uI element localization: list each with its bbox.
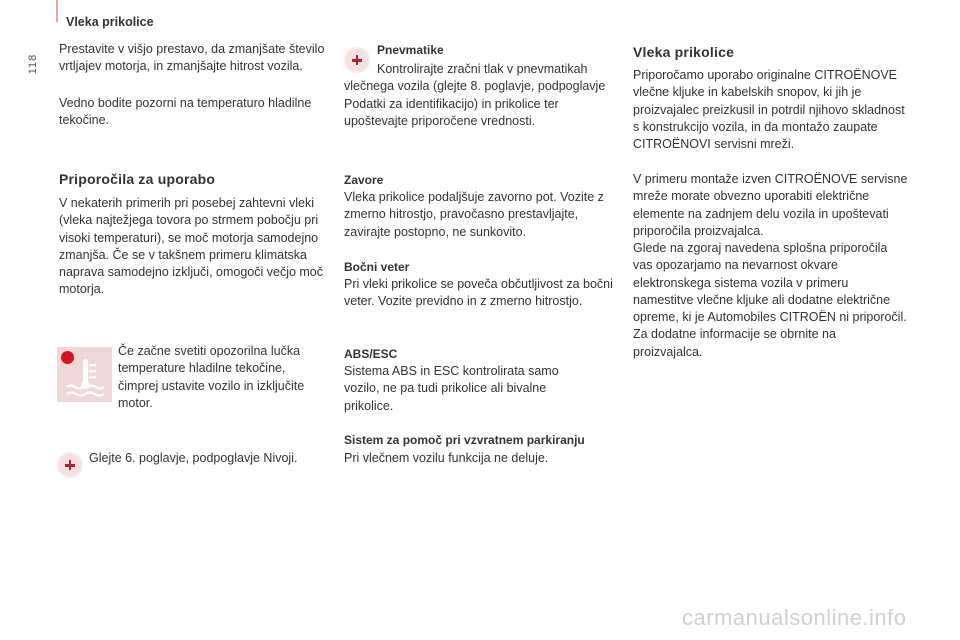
right-paragraph-3: Glede na zgoraj navedena splošna priporočila vas opozarjamo na nevarnost okvare elektronskega sistema vozila v primeru namestitve vlečne kljuke ali dodatne električne opreme, ki je Automobiles CITROËN ni priporočil. Za dodatne informacije se obrnite na proizvajalca. [633,241,907,359]
coolant-temperature-icon [63,355,107,399]
parking-text: Pri vlečnem vozilu funkcija ne deluje. [344,451,549,465]
section-header: Vleka prikolice [66,15,154,29]
coolant-warning-text: Če začne svetiti opozorilna lučka temperature hladilne tekočine, čimprej ustavite vozilo in izključite motor. [118,344,305,410]
info-note-text: Glejte 6. poglavje, podpoglavje Nivoji. [89,451,298,465]
coolant-warning-panel [57,347,112,402]
header-accent-line [56,0,58,22]
heading-bocni-veter: Bočni veter [344,260,410,274]
heading-zavore: Zavore [344,173,384,187]
right-paragraph-1: Priporočamo uporabo originalne CITROËNOVE vlečne kljuke in kabelskih snopov, ki jih je proizvajalec preizkusil in potrdil njihovo skladnost s konstrukcijo vozila, in da montažo zaupate CITROËNOVI servisni mreži. [633,68,905,152]
left-paragraph-2: Vedno bodite pozorni na temperaturo hladilne tekočine. [59,96,312,128]
brakes-text: Vleka prikolice podaljšuje zavorno pot. Vozite z zmerno hitrostjo, pravočasno prestavljajte, zavirajte postopno, ne sunkovito. [344,190,604,239]
wind-text: Pri vleki prikolice se poveča občutljivost za bočni veter. Vozite previdno in z zmerno hitrostjo. [344,277,613,309]
plus-info-icon [59,454,81,476]
right-paragraph-2: V primeru montaže izven CITROËNOVE servisne mreže morate obvezno uporabiti električne elemente na zadnjem delu vozila in upoštevati priporočila proizvajalca. [633,172,908,238]
heading-vleka-prikolice: Vleka prikolice [633,44,735,60]
watermark: carmanualsonline.info [682,605,907,630]
left-paragraph-1: Prestavite v višjo prestavo, da zmanjšate število vrtljajev motorja, in zmanjšajte hitrost vozila. [59,42,325,74]
tyres-text: Kontrolirajte zračni tlak v pnevmatikah vlečnega vozila (glejte 8. poglavje, podpoglavje Podatki za identifikacijo) in prikolice ter upoštevajte priporočene vrednosti. [344,62,606,128]
heading-pnevmatike: Pnevmatike [377,43,444,57]
page-number: 118 [27,53,39,75]
heading-abs-esc: ABS/ESC [344,347,398,361]
heading-priporocila: Priporočila za uporabo [59,171,216,187]
abs-text: Sistema ABS in ESC kontrolirata samo vozilo, ne pa tudi prikolice ali bivalne prikolice. [344,364,559,413]
left-paragraph-3: V nekaterih primerih pri posebej zahtevni vleki (vleka najtežjega tovora po strmem pobočju pri visoki temperaturi), se moč motorja samodejno zmanjša. Če se v takšnem primeru klimatska naprava samodejno izključi, omogoči večjo moč motorja. [59,196,324,297]
heading-parking-assist: Sistem za pomoč pri vzvratnem parkiranju [344,433,585,447]
